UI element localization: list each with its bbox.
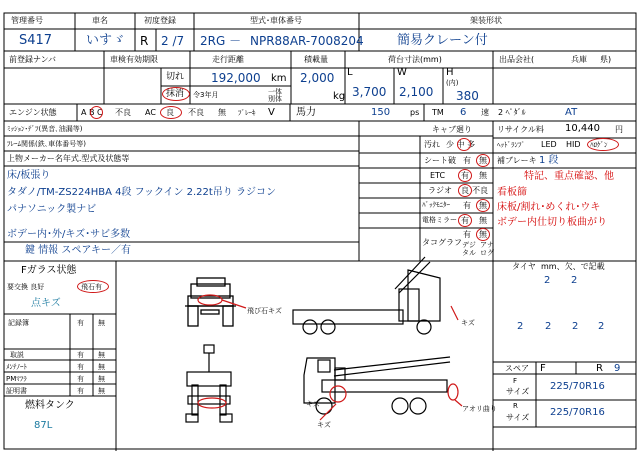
- note-1: 看板篩: [497, 187, 527, 198]
- model-code: 2RG －: [200, 34, 242, 48]
- rear-size-r: R: [513, 402, 518, 410]
- damage-label-dent: アオリ曲り: [462, 405, 497, 413]
- transmission: AT: [565, 107, 578, 118]
- record-no: 無: [98, 319, 105, 327]
- record-yes: 有: [77, 319, 84, 327]
- isshiki-1: 一体: [268, 88, 282, 96]
- record-label: 記録簿: [8, 319, 29, 327]
- tire-rear-mid-1: 2: [545, 321, 552, 332]
- reg-label: 初度登録: [144, 16, 176, 25]
- manual-no: 無: [98, 351, 105, 359]
- engine-grades: A B C: [81, 108, 103, 117]
- isshiki-2: 別体: [268, 95, 282, 103]
- hp-value: 150: [371, 107, 391, 118]
- notes-title: 特記、重点確認、他: [524, 171, 614, 182]
- recycle-fee: 10,440: [565, 123, 600, 134]
- aux-brake-value: 1 段: [539, 155, 559, 166]
- mirror-yes: 有: [461, 216, 469, 225]
- cert-no: 無: [98, 387, 105, 395]
- recycle-yen: 円: [615, 125, 623, 134]
- front-size-label: サイズ: [506, 387, 530, 396]
- tire-rear-left: 2: [517, 321, 524, 332]
- damage-label-chip: 飛び石キズ: [247, 307, 282, 315]
- damage-label-scratch: キズ: [461, 319, 475, 327]
- glass-title: Fガラス状態: [21, 265, 77, 276]
- front-tire-size: 225/70R16: [550, 381, 605, 392]
- masshou-label: 抹消: [166, 89, 185, 99]
- truck-side-view-bottom: [304, 357, 450, 414]
- maker-label: 車名: [92, 16, 108, 25]
- ana-2: ログ: [480, 249, 494, 257]
- manual-label: 取説: [10, 351, 24, 359]
- manual-yes: 有: [77, 351, 84, 359]
- tm-value: 6: [460, 107, 467, 118]
- ac-label: AC: [145, 108, 156, 117]
- frame-label: ﾌﾚｰﾑ関係(鉄､車体番号等): [7, 140, 86, 148]
- ac-good: 良: [166, 108, 174, 117]
- bed-dimensions-label: 荷台寸法(mm): [388, 55, 442, 64]
- truck-rear-view: [186, 345, 232, 422]
- cab-label: キャブ廻り: [432, 125, 472, 134]
- mileage-label: 走行距離: [212, 55, 244, 64]
- body-type: 簡易クレーン付: [397, 33, 488, 48]
- seller-suffix: 県): [600, 55, 612, 64]
- tacho-label: タコグラフ: [422, 238, 462, 247]
- chassis-number: NPR88AR-7008204: [250, 34, 364, 48]
- cert-label: 証明書: [6, 387, 27, 395]
- mileage-unit: km: [271, 73, 287, 84]
- spare-f: F: [540, 363, 546, 374]
- fuel-title: 燃料タンク: [25, 400, 75, 411]
- damage-label-scratch-2: キズ: [306, 400, 320, 408]
- prev-plate-label: 前登録ナンバ: [9, 55, 57, 64]
- upper-line-5: 鍵 情報 スペアキー／有: [25, 245, 131, 256]
- note-3: ボデー内仕切り板曲がり: [497, 217, 607, 228]
- front-size-f: F: [513, 377, 518, 385]
- inspection-label: 車検有効期限: [110, 55, 158, 64]
- rear-tire-size: 225/70R16: [550, 407, 605, 418]
- cert-yes: 有: [77, 387, 84, 395]
- hp-label: 馬力: [296, 107, 316, 118]
- seller-prefecture: 兵庫: [571, 55, 587, 64]
- year-month: 令3年月: [193, 91, 219, 99]
- led-option: LED: [541, 140, 557, 149]
- era: R: [140, 34, 149, 48]
- speed-label: 速: [481, 108, 489, 117]
- radio-bad: 不良: [472, 186, 488, 195]
- seat-label: シート破: [424, 156, 456, 165]
- glass-chip: 飛石有: [81, 283, 102, 291]
- spare-r-value: 9: [614, 363, 621, 374]
- capacity-label: 積載量: [304, 55, 328, 64]
- dirt-label: 汚れ: [424, 140, 440, 149]
- spare-label: スペア: [505, 364, 529, 373]
- maint-label: ﾒﾝﾃﾉｰﾄ: [6, 363, 27, 371]
- radio-good: 良: [461, 186, 469, 195]
- upper-label: 上物メーカー名年式.型式及状態等: [7, 154, 130, 163]
- recycle-label: リサイクル料: [497, 125, 544, 134]
- reg-date: 2 /7: [161, 34, 185, 48]
- glass-value: 点キズ: [31, 298, 61, 309]
- headlamp-label: ﾍｯﾄﾞﾗﾝﾌﾟ: [497, 141, 525, 149]
- back-monitor-label: ﾊﾞｯｸﾓﾆﾀｰ: [422, 201, 450, 209]
- upper-line-3: パナソニック製ナビ: [7, 204, 97, 215]
- dirt-levels: 少 中 多: [446, 140, 476, 149]
- pm-yes: 有: [77, 375, 84, 383]
- bed-h-unit: (内): [446, 79, 459, 87]
- back-no: 無: [479, 201, 487, 210]
- maint-yes: 有: [77, 363, 84, 371]
- back-yes: 有: [463, 201, 471, 210]
- tire-unit: mm、欠、で記載: [541, 262, 605, 271]
- fuel-value: 87L: [34, 420, 53, 431]
- mileage-value: 192,000: [211, 71, 261, 85]
- brake-label: ﾌﾞﾚｰｷ: [238, 109, 256, 117]
- tire-rear-mid-2: 2: [572, 321, 579, 332]
- aux-brake-label: 補ブレーキ: [497, 156, 537, 165]
- bed-w-label: W: [397, 67, 407, 78]
- etc-no: 無: [479, 171, 487, 180]
- tire-front-left: 2: [544, 275, 551, 286]
- seat-yes: 有: [463, 156, 471, 165]
- model-label: 型式･車体番号: [250, 16, 302, 25]
- etc-yes: 有: [461, 171, 469, 180]
- brake-value: V: [268, 107, 275, 118]
- pm-no: 無: [98, 375, 105, 383]
- ac-none: 無: [218, 108, 226, 117]
- ana-1: アナ: [480, 241, 494, 249]
- hid-option: HID: [566, 140, 581, 149]
- body-label: 架装形状: [470, 16, 502, 25]
- ac-bad: 不良: [188, 108, 204, 117]
- capacity-value: 2,000: [300, 71, 335, 85]
- tire-title: タイヤ: [512, 262, 536, 271]
- kire-label: 切れ: [166, 72, 185, 82]
- engine-grade-circle: [90, 106, 103, 119]
- mirror-no: 無: [479, 216, 487, 225]
- pedal-label: 2 ﾍﾟﾀﾞﾙ: [498, 108, 526, 117]
- capacity-unit: kg: [333, 91, 346, 102]
- radio-label: ラジオ: [428, 186, 452, 195]
- rear-size-label: サイズ: [506, 413, 530, 422]
- pm-label: PMﾏﾌﾗ: [6, 375, 27, 383]
- digi-1: デジ: [462, 241, 476, 249]
- tire-front-right: 2: [571, 275, 578, 286]
- mission-label: ﾐｯｼｮﾝ･ﾃﾞﾌ(異音､油漏等): [7, 125, 83, 133]
- tire-rear-right: 2: [598, 321, 605, 332]
- upper-line-1: 床/板張り: [7, 170, 51, 181]
- maker-name: いすゞ: [86, 33, 126, 48]
- maint-no: 無: [98, 363, 105, 371]
- mirror-label: 電格ミラー: [422, 216, 457, 224]
- seller-label: 出品会社(: [499, 55, 535, 64]
- note-2: 床板/割れ･めくれ･ウキ: [497, 202, 601, 213]
- upper-line-4: ボデー内･外/キズ･サビ多数: [7, 229, 131, 240]
- mgmt-label: 管理番号: [11, 16, 43, 25]
- spare-r: R: [596, 363, 603, 374]
- upper-line-2: タダノ/TM-ZS224HBA 4段 フックイン 2.22t吊り ラジコン: [7, 187, 276, 198]
- engine-bad: 不良: [115, 108, 131, 117]
- damage-label-scratch-3: キズ: [317, 421, 331, 429]
- dirt-circle: [457, 138, 471, 151]
- bed-length: 3,700: [352, 85, 387, 99]
- engine-label: エンジン状態: [9, 108, 57, 117]
- etc-label: ETC: [430, 171, 446, 180]
- tm-label: TM: [432, 108, 444, 117]
- tacho-no: 無: [479, 230, 487, 239]
- seat-no: 無: [479, 156, 487, 165]
- bed-h-label: H: [446, 67, 454, 78]
- bed-height: 380: [456, 89, 479, 103]
- digi-2: タル: [462, 249, 476, 257]
- bed-width: 2,100: [399, 85, 434, 99]
- hp-unit: ps: [410, 108, 420, 117]
- bed-l-label: L: [347, 67, 353, 78]
- tacho-yes: 有: [463, 230, 471, 239]
- halogen-option: ﾊﾛｹﾞﾝ: [590, 141, 608, 149]
- truck-side-view-top: [293, 257, 440, 334]
- glass-options: 要交換 良好: [7, 283, 45, 291]
- mgmt-number: S417: [19, 33, 53, 48]
